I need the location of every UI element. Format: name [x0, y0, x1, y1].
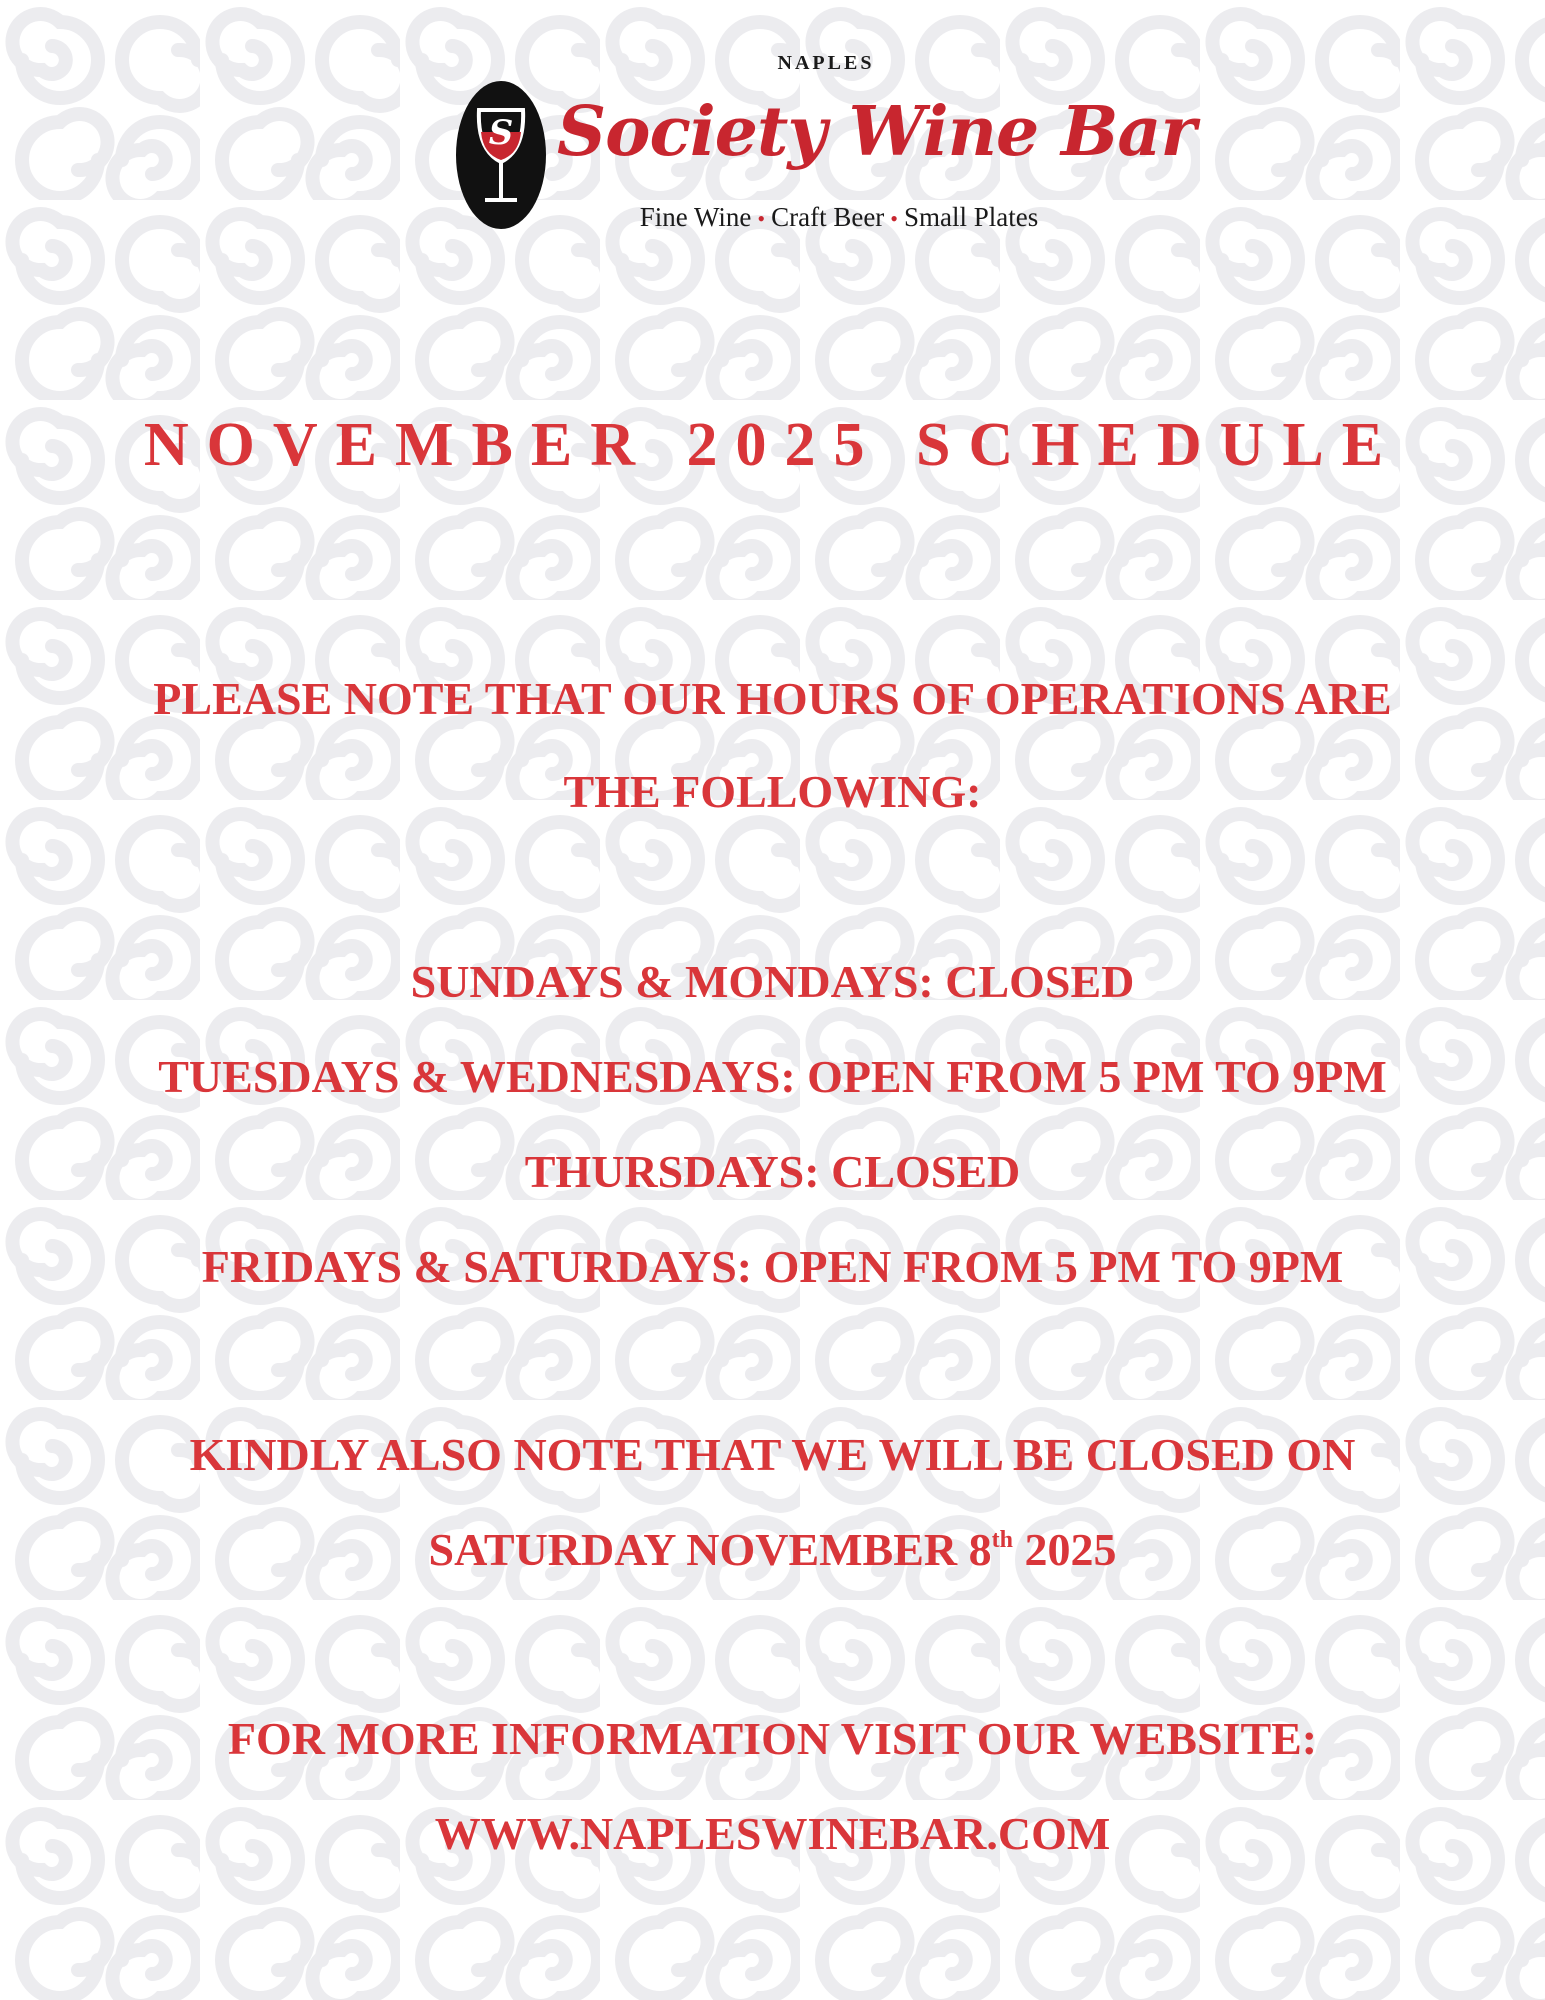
society-wine-bar-logo	[455, 52, 1196, 242]
intro-line-1: PLEASE NOTE THAT OUR HOURS OF OPERATIONS ARE	[153, 673, 1392, 724]
closure-line-2	[0, 1523, 1545, 1576]
wine-glass-icon	[455, 80, 547, 230]
info-line: FOR MORE INFORMATION VISIT OUR WEBSITE:	[227, 1713, 1318, 1764]
tagline-separator: •	[890, 206, 898, 231]
logo-tagline	[609, 202, 1069, 233]
hours-tuesday-wednesday: TUESDAYS & WEDNESDAYS: OPEN FROM 5 PM TO 9PM	[158, 1051, 1387, 1102]
logo-city: NAPLES	[777, 52, 875, 74]
tagline-small-plates: Small Plates	[904, 202, 1039, 232]
hours-sunday-monday: SUNDAYS & MONDAYS: CLOSED	[410, 956, 1135, 1007]
website-link[interactable]: WWW.NAPLESWINEBAR.COM	[434, 1808, 1111, 1859]
tagline-fine-wine: Fine Wine	[639, 202, 752, 232]
intro-line-2: THE FOLLOWING:	[563, 766, 982, 817]
logo-initial: S	[488, 113, 514, 153]
logo-name: Society Wine Bar	[557, 92, 1196, 172]
hours-thursday: THURSDAYS: CLOSED	[524, 1146, 1021, 1197]
hours-friday-saturday: FRIDAYS & SATURDAYS: OPEN FROM 5 PM TO 9PM	[201, 1241, 1344, 1292]
tagline-separator: •	[757, 206, 766, 231]
closure-date-suffix-sup: th	[991, 1527, 1013, 1553]
closure-line-1: KINDLY ALSO NOTE THAT WE WILL BE CLOSED ON	[189, 1429, 1356, 1480]
closure-date-year: 2025	[1012, 1524, 1117, 1575]
schedule-heading: NOVEMBER 2025 SCHEDULE	[143, 411, 1402, 479]
tagline-craft-beer: Craft Beer	[771, 202, 885, 232]
closure-date-prefix: SATURDAY NOVEMBER 8	[428, 1524, 992, 1575]
